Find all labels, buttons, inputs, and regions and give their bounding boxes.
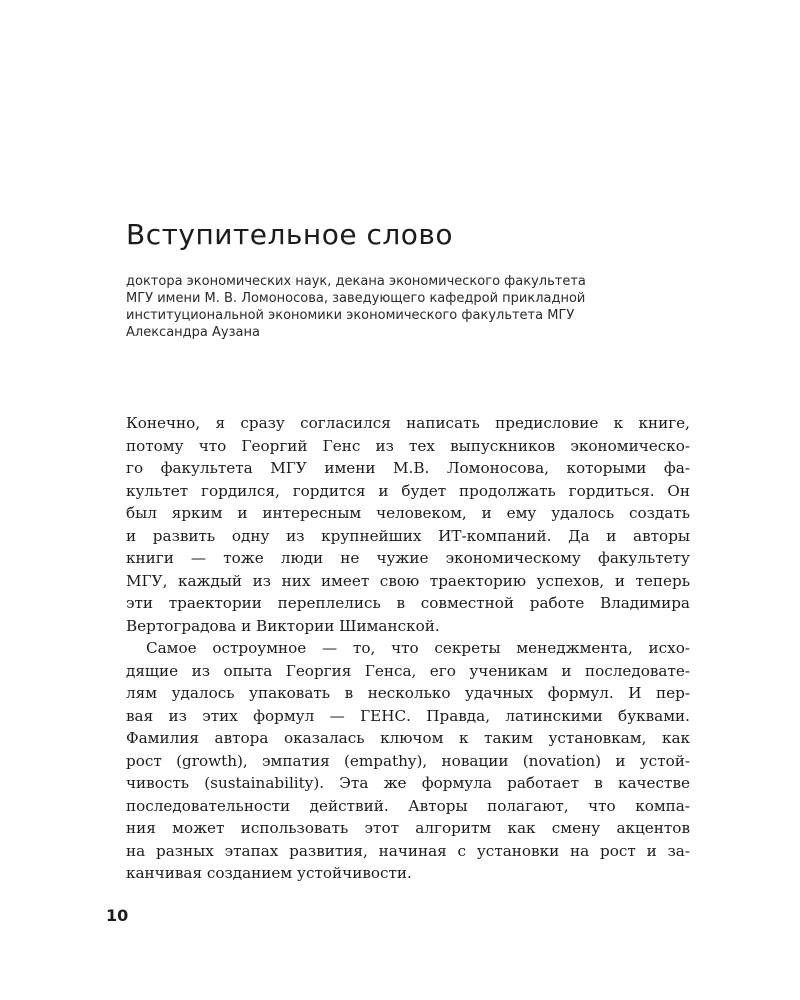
byline-line: Александра Аузана xyxy=(126,325,260,340)
text-line: Фамилия автора оказалась ключом к таким установкам, как xyxy=(126,729,690,747)
text-line: последовательности действий. Авторы полагают, что компа- xyxy=(126,796,690,815)
byline-line: доктора экономических наук, декана экономического факультета xyxy=(126,274,586,289)
text-line: вая из этих формул — ГЕНС. Правда, латинскими буквами. xyxy=(126,706,690,725)
text-line: ния может использовать этот алгоритм как смену акцентов xyxy=(126,819,690,837)
text-line: рост (growth), эмпатия (empathy), новации (novation) и устой- xyxy=(126,751,690,770)
text-line: и развить одну из крупнейших ИТ-компаний. Да и авторы xyxy=(126,526,690,545)
text-line: был ярким и интересным человеком, и ему удалось создать xyxy=(126,504,690,522)
text-line: го факультета МГУ имени М.В. Ломоносова, которыми фа- xyxy=(126,459,690,477)
byline-line: МГУ имени М. В. Ломоносова, заведующего кафедрой прикладной xyxy=(126,291,586,306)
text-line: МГУ, каждый из них имеет свою траекторию успехов, и теперь xyxy=(126,571,690,590)
text-line: канчивая созданием устойчивости. xyxy=(126,864,412,882)
text-line: на разных этапах развития, начиная с установки на рост и за- xyxy=(126,841,690,860)
text-line: культет гордился, гордится и будет продолжать гордиться. Он xyxy=(126,481,690,500)
body-text xyxy=(126,412,690,885)
paragraph xyxy=(126,637,690,885)
text-line: Конечно, я сразу согласился написать предисловие к книге, xyxy=(126,414,690,432)
text-line: эти траектории переплелись в совместной работе Владимира xyxy=(126,594,690,612)
text-line: Вертоградова и Виктории Шиманской. xyxy=(126,616,440,635)
text-line: книги — тоже люди не чужие экономическому факультету xyxy=(126,549,690,567)
paragraph xyxy=(126,412,690,637)
text-line: лям удалось упаковать в несколько удачных формул. И пер- xyxy=(126,684,690,702)
chapter-byline xyxy=(126,273,686,341)
text-line: потому что Георгий Генс из тех выпускников экономическо- xyxy=(126,436,690,455)
chapter-title: Вступительное слово xyxy=(126,218,454,251)
text-line: чивость (sustainability). Эта же формула работает в качестве xyxy=(126,774,690,792)
text-line: дящие из опыта Георгия Генса, его ученикам и последовате- xyxy=(126,661,690,680)
byline-line: институциональной экономики экономического факультета МГУ xyxy=(126,308,575,323)
text-line: Самое остроумное — то, что секреты менеджмента, исхо- xyxy=(146,639,690,657)
page-number: 10 xyxy=(106,906,129,925)
